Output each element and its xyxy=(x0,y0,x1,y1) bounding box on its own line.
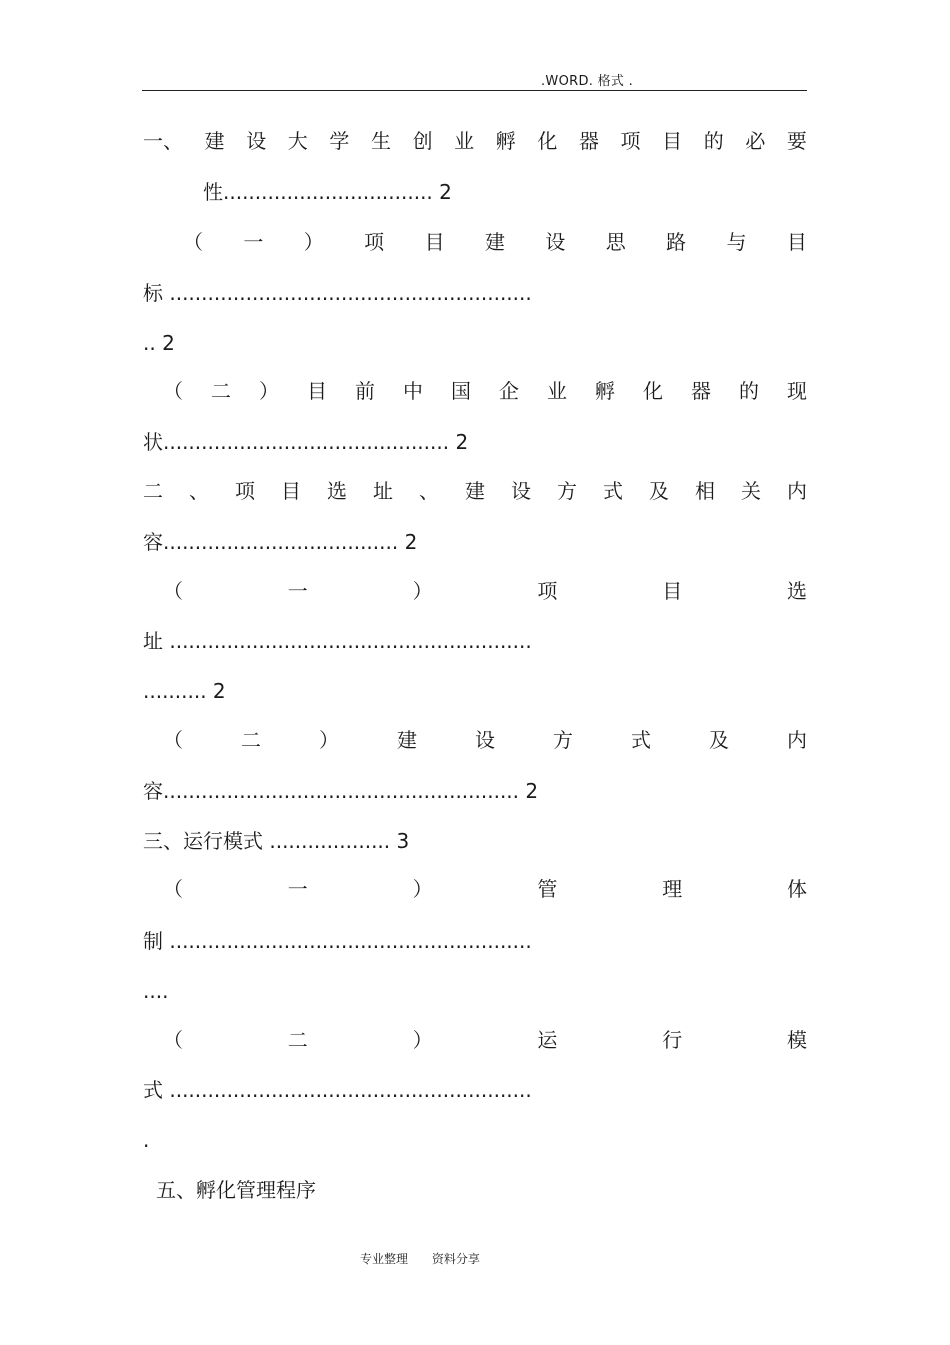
toc-char: 项 xyxy=(620,129,641,153)
toc-line-8 xyxy=(143,479,807,503)
page-footer xyxy=(360,1250,480,1267)
toc-line-4: 标 ......................................................... xyxy=(143,281,532,305)
toc-char: 项 xyxy=(364,230,385,254)
toc-line-2: 性................................. 2 xyxy=(203,180,452,204)
toc-line-22: 五、孵化管理程序 xyxy=(156,1178,316,1202)
toc-char: 要 xyxy=(786,129,807,153)
toc-line-10 xyxy=(163,579,807,603)
toc-char: 内 xyxy=(787,728,807,752)
toc-char: 相 xyxy=(695,479,715,503)
toc-char: 的 xyxy=(703,129,724,153)
toc-line-20: 式 ......................................................... xyxy=(143,1078,532,1102)
toc-line-14: 容........................................................ 2 xyxy=(143,779,539,803)
toc-char: 设 xyxy=(545,230,566,254)
toc-char: （ xyxy=(163,877,183,901)
toc-line-16 xyxy=(163,877,807,901)
footer-left: 专业整理 xyxy=(360,1252,409,1266)
toc-char: 国 xyxy=(451,379,471,403)
toc-char: ） xyxy=(303,230,324,254)
toc-line-7: 状............................................. 2 xyxy=(143,430,469,454)
toc-char: 二 xyxy=(287,1028,308,1052)
toc-char: 器 xyxy=(578,129,599,153)
toc-char: 一、 xyxy=(143,129,183,153)
toc-char: 目 xyxy=(281,479,301,503)
toc-char: ） xyxy=(412,877,433,901)
toc-line-21: . xyxy=(143,1128,150,1152)
toc-char: 思 xyxy=(605,230,626,254)
toc-char: 建 xyxy=(484,230,505,254)
toc-char: （ xyxy=(163,379,183,403)
toc-char: 学 xyxy=(329,129,350,153)
toc-line-5: .. 2 xyxy=(143,331,175,355)
toc-line-9: 容..................................... 2 xyxy=(143,530,418,554)
toc-char: 设 xyxy=(511,479,531,503)
toc-char: 关 xyxy=(741,479,761,503)
toc-char: 体 xyxy=(786,877,807,901)
toc-char: 化 xyxy=(643,379,663,403)
toc-char: 管 xyxy=(537,877,558,901)
toc-char: （ xyxy=(163,1028,183,1052)
toc-char: 内 xyxy=(787,479,807,503)
toc-char: 路 xyxy=(666,230,687,254)
page-header: .WORD. 格式 . xyxy=(541,74,634,89)
toc-char: 二 xyxy=(211,379,231,403)
toc-char: （ xyxy=(163,579,183,603)
toc-char: 行 xyxy=(662,1028,683,1052)
toc-char: （ xyxy=(163,728,183,752)
toc-char: 中 xyxy=(403,379,423,403)
toc-char: 式 xyxy=(631,728,651,752)
toc-char: 选 xyxy=(786,579,807,603)
toc-char: 址 xyxy=(373,479,393,503)
toc-char: ） xyxy=(412,1028,433,1052)
toc-char: 一 xyxy=(287,579,308,603)
toc-line-1 xyxy=(143,129,807,153)
toc-char: 建 xyxy=(397,728,417,752)
toc-char: 目 xyxy=(307,379,327,403)
toc-char: 方 xyxy=(557,479,577,503)
toc-char: 项 xyxy=(235,479,255,503)
footer-right: 资料分享 xyxy=(431,1252,480,1266)
toc-char: 孵 xyxy=(495,129,516,153)
toc-char: （ xyxy=(183,230,203,254)
toc-char: 设 xyxy=(246,129,267,153)
toc-char: 、 xyxy=(419,479,439,503)
toc-char: 模 xyxy=(786,1028,807,1052)
toc-char: 大 xyxy=(287,129,308,153)
toc-char: 化 xyxy=(537,129,558,153)
toc-char: 的 xyxy=(739,379,759,403)
toc-char: 选 xyxy=(327,479,347,503)
toc-char: 建 xyxy=(204,129,225,153)
toc-line-3 xyxy=(183,230,807,254)
toc-char: 器 xyxy=(691,379,711,403)
toc-line-15: 三、运行模式 ................... 3 xyxy=(143,829,410,853)
toc-line-11: 址 ......................................................... xyxy=(143,629,532,653)
toc-line-19 xyxy=(163,1028,807,1052)
toc-char: 目 xyxy=(786,230,807,254)
toc-char: 目 xyxy=(662,129,683,153)
toc-char: 式 xyxy=(603,479,623,503)
toc-char: ） xyxy=(319,728,339,752)
toc-char: 及 xyxy=(709,728,729,752)
toc-char: 目 xyxy=(662,579,683,603)
toc-char: 业 xyxy=(454,129,475,153)
toc-line-18: .... xyxy=(143,979,169,1003)
toc-char: 理 xyxy=(662,877,683,901)
toc-char: ） xyxy=(412,579,433,603)
toc-char: 与 xyxy=(726,230,747,254)
toc-char: 业 xyxy=(547,379,567,403)
toc-char: 目 xyxy=(424,230,445,254)
toc-line-17: 制 ......................................................... xyxy=(143,929,532,953)
toc-char: 企 xyxy=(499,379,519,403)
header-rule xyxy=(142,90,807,91)
toc-char: 必 xyxy=(745,129,766,153)
toc-line-6 xyxy=(163,379,807,403)
toc-char: 方 xyxy=(553,728,573,752)
toc-char: 现 xyxy=(787,379,807,403)
toc-char: 及 xyxy=(649,479,669,503)
toc-char: 一 xyxy=(243,230,264,254)
toc-char: 运 xyxy=(537,1028,558,1052)
toc-char: 生 xyxy=(370,129,391,153)
toc-char: 建 xyxy=(465,479,485,503)
toc-char: 设 xyxy=(475,728,495,752)
toc-char: 创 xyxy=(412,129,433,153)
toc-char: 二 xyxy=(241,728,261,752)
toc-line-12: .......... 2 xyxy=(143,679,226,703)
toc-char: 项 xyxy=(537,579,558,603)
toc-char: ） xyxy=(259,379,279,403)
toc-char: 前 xyxy=(355,379,375,403)
toc-char: 、 xyxy=(189,479,209,503)
toc-line-13 xyxy=(163,728,807,752)
toc-char: 一 xyxy=(287,877,308,901)
toc-char: 孵 xyxy=(595,379,615,403)
toc-char: 二 xyxy=(143,479,163,503)
